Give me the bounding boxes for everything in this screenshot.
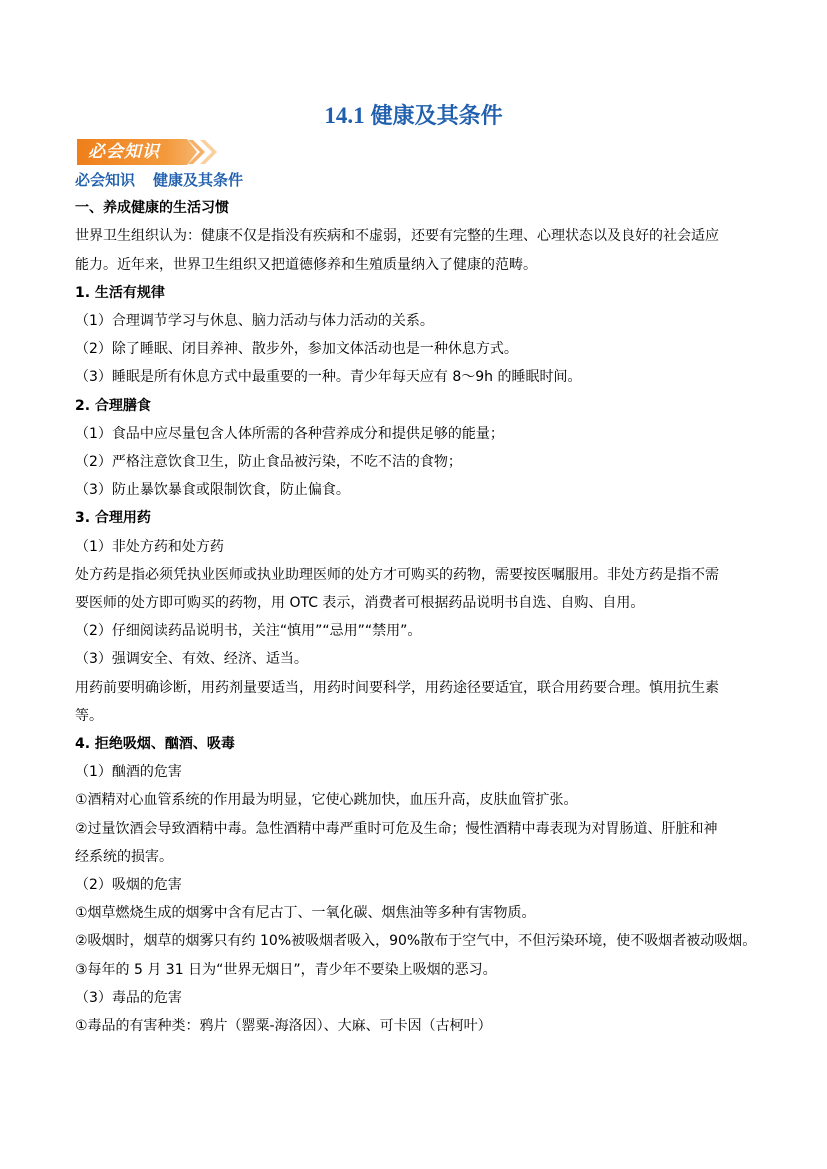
- title-number: 14.1: [324, 103, 365, 128]
- who-line-2: 能力。近年来，世界卫生组织又把道德修养和生殖质量纳入了健康的范畴。: [75, 256, 537, 273]
- alcohol-item-1: ①酒精对心血管系统的作用最为明显，它使心跳加快，血压升高，皮肤血管扩张。: [75, 792, 578, 809]
- drug-item-1-line-1: 处方药是指必须凭执业医师或执业助理医师的处方才可购买的药物，需要按医嘱服用。非处方药是指不需: [75, 566, 719, 583]
- alcohol-item-2-line-2: 经系统的损害。: [75, 848, 173, 865]
- drug-item-1-line-2: 要医师的处方即可购买的药物，用 OTC 表示，消费者可根据药品说明书自选、自购、自用。: [75, 595, 645, 612]
- section-heading: [75, 166, 755, 194]
- diet-item-3: （3）防止暴饮暴食或限制饮食，防止偏食。: [75, 482, 350, 499]
- who-line-1: 世界卫生组织认为：健康不仅是指没有疾病和不虚弱，还要有完整的生理、心理状态以及良好的社会适应: [75, 228, 719, 245]
- heading-refuse: 4. 拒绝吸烟、酗酒、吸毒: [75, 736, 235, 753]
- page-title: [0, 100, 827, 133]
- drug-item-2: （2）仔细阅读药品说明书，关注“慎用”“忌用”“禁用”。: [75, 623, 422, 640]
- heading-drug: 3. 合理用药: [75, 510, 151, 527]
- section-heading-b: 健康及其条件: [153, 171, 244, 189]
- smoke-heading: （2）吸烟的危害: [75, 877, 182, 894]
- drug-item-3-line-1: 用药前要明确诊断，用药剂量要适当，用药时间要科学，用药途径要适宜，联合用药要合理。慎用抗生素: [75, 679, 719, 696]
- drug-item-3-line-2: 等。: [75, 707, 103, 724]
- section-heading-a: 必会知识: [75, 171, 136, 189]
- heading-diet: 2. 合理膳食: [75, 397, 151, 414]
- section-banner: [75, 137, 225, 167]
- heading-regular: 1. 生活有规律: [75, 284, 165, 301]
- alcohol-item-2-line-1: ②过量饮酒会导致酒精中毒。急性酒精中毒严重时可危及生命；慢性酒精中毒表现为对胃肠道、肝脏和神: [75, 820, 718, 837]
- drug-item-1: （1）非处方药和处方药: [75, 538, 224, 555]
- smoke-item-1: ①烟草燃烧生成的烟雾中含有尼古丁、一氧化碳、烟焦油等多种有害物质。: [75, 905, 536, 922]
- diet-item-2: （2）严格注意饮食卫生，防止食品被污染，不吃不洁的食物；: [75, 454, 462, 471]
- drug-item-3: （3）强调安全、有效、经济、适当。: [75, 651, 308, 668]
- smoke-item-3: ③每年的 5 月 31 日为“世界无烟日”，青少年不要染上吸烟的恶习。: [75, 961, 497, 978]
- banner-label: 必会知识: [88, 142, 160, 162]
- document-body: [75, 166, 755, 1040]
- regular-item-1: （1）合理调节学习与休息、脑力活动与体力活动的关系。: [75, 313, 434, 330]
- heading-habits: 一、养成健康的生活习惯: [75, 200, 229, 217]
- smoke-item-2: ②吸烟时，烟草的烟雾只有约 10%被吸烟者吸入，90%散布于空气中，不但污染环境，使不吸烟者被动吸烟。: [75, 933, 757, 950]
- drugs-item-1: ①毒品的有害种类：鸦片（罂粟-海洛因）、大麻、可卡因（古柯叶）: [75, 1018, 492, 1035]
- regular-item-2: （2）除了睡眠、闭目养神、散步外，参加文体活动也是一种休息方式。: [75, 341, 518, 358]
- drugs-heading: （3）毒品的危害: [75, 989, 182, 1006]
- title-text: 健康及其条件: [370, 104, 503, 129]
- diet-item-1: （1）食品中应尽量包含人体所需的各种营养成分和提供足够的能量；: [75, 425, 504, 442]
- regular-item-3: （3）睡眠是所有休息方式中最重要的一种。青少年每天应有 8～9h 的睡眠时间。: [75, 369, 582, 386]
- alcohol-heading: （1）酗酒的危害: [75, 764, 182, 781]
